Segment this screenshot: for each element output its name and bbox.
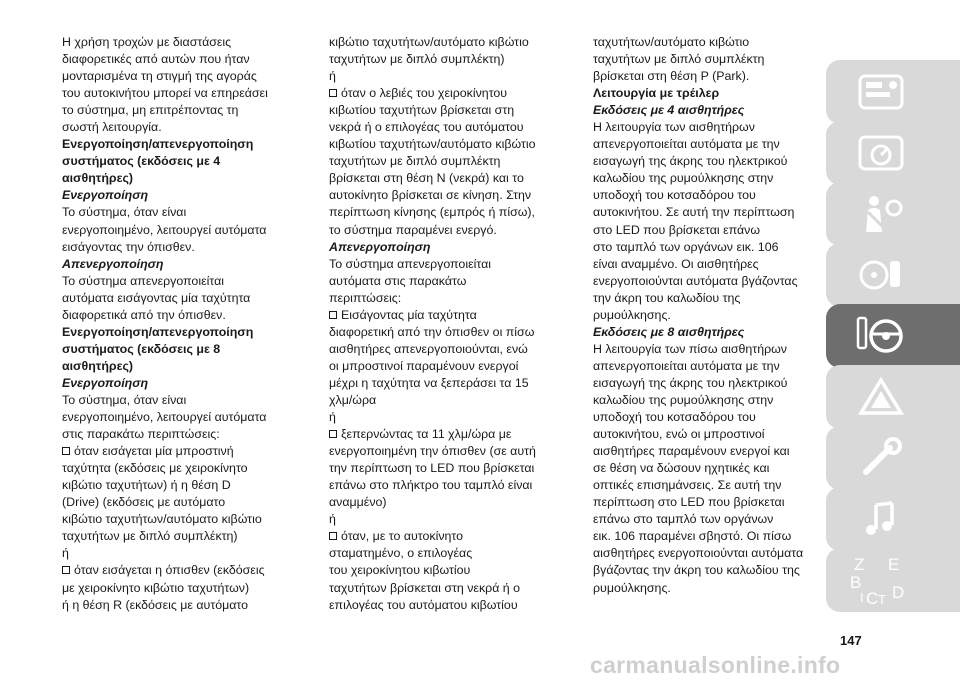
line-text: ή: [329, 410, 336, 425]
body-line: [62, 51, 302, 68]
checkbox-bullet-icon: [329, 311, 337, 319]
body-line: [593, 187, 833, 204]
index-letter: C: [866, 589, 879, 608]
body-line: [593, 443, 833, 460]
body-line: [593, 580, 833, 597]
subsection-heading: [62, 187, 302, 204]
body-line: [62, 222, 302, 239]
line-text: περίπτωση κίνησης (εμπρός ή πίσω),: [329, 205, 536, 220]
line-text: αισθητήρες απενεργοποιούνται, ενώ: [329, 341, 528, 356]
body-line: [62, 494, 302, 511]
line-text: περιπτώσεις:: [329, 290, 402, 305]
subsection-heading: [62, 375, 302, 392]
line-text: ή η θέση R (εκδόσεις με αυτόματο: [62, 597, 249, 612]
line-text: περίπτωση στο LED που βρίσκεται: [593, 495, 785, 510]
line-text: Η χρήση τροχών με διαστάσεις: [62, 35, 232, 49]
body-line: [329, 273, 569, 290]
body-line: [62, 477, 302, 494]
body-line: [62, 545, 302, 562]
body-line: [62, 528, 302, 545]
alphabet-index-icon: [848, 552, 908, 608]
body-line: [593, 204, 833, 221]
line-text: στο LED που βρίσκεται επάνω: [593, 222, 761, 237]
section-heading: [62, 324, 302, 341]
line-text: διαφορετικά από την όπισθεν.: [62, 307, 226, 322]
line-text: χλμ/ώρα: [329, 392, 377, 407]
line-text: Ενεργοποίηση/απενεργοποίηση: [62, 324, 254, 339]
service-wrench-icon: [856, 436, 906, 480]
line-text: υποδοχή του κοτσαδόρου του: [593, 188, 756, 203]
body-line: [593, 290, 833, 307]
line-text: ταχυτήτων με διπλό συμπλέκτη): [329, 52, 505, 67]
body-line: [329, 51, 569, 68]
line-text: αισθητήρες παραμένουν ενεργοί και: [593, 444, 790, 459]
line-text: ή: [329, 512, 336, 527]
line-text: αισθητήρες): [62, 358, 134, 373]
body-line: [62, 597, 302, 614]
body-line: [593, 460, 833, 477]
body-line: [62, 460, 302, 477]
line-text: κιβωτίου ταχυτήτων βρίσκεται στη: [329, 103, 515, 118]
body-line: [593, 562, 833, 579]
tab-emergency[interactable]: [826, 365, 960, 429]
tab-multimedia[interactable]: [826, 487, 960, 551]
body-line: [329, 204, 569, 221]
body-line: [593, 511, 833, 528]
bullet-item: [329, 85, 569, 102]
body-line: [329, 119, 569, 136]
line-text: ενεργοποιημένο, λειτουργεί αυτόματα: [62, 410, 267, 425]
body-line: [329, 494, 569, 511]
line-text: Το σύστημα απενεργοποιείται: [329, 256, 491, 271]
line-text: μονταρισμένα τη στιγμή της αγοράς: [62, 69, 257, 84]
line-text: καλωδίου της ρυμούλκησης στην: [593, 392, 774, 407]
bullet-item: [62, 443, 302, 460]
gauge-icon: [856, 131, 906, 175]
line-text: καλωδίου της ρυμούλκησης στην: [593, 171, 774, 186]
tab-gauges[interactable]: [826, 121, 960, 185]
line-text: Ενεργοποίηση: [62, 375, 149, 390]
line-text: Εκδόσεις με 8 αισθητήρες: [593, 324, 745, 339]
line-text: εισαγωγή της άκρης του ηλεκτρικού: [593, 375, 788, 390]
body-line: [62, 290, 302, 307]
line-text: Απενεργοποίηση: [62, 256, 164, 271]
line-text: ενεργοποιούνται αυτόματα βγάζοντας: [593, 273, 798, 288]
text-column-3: [593, 34, 833, 597]
line-text: εισαγωγή της άκρης του ηλεκτρικού: [593, 154, 788, 169]
line-text: αυτόματα στις παρακάτω: [329, 273, 467, 288]
line-text: Λειτουργία με τρέιλερ: [593, 86, 720, 101]
page-number: 147: [840, 633, 862, 648]
body-line: [329, 170, 569, 187]
line-text: Το σύστημα, όταν είναι: [62, 205, 187, 220]
line-text: όταν εισάγεται η όπισθεν (εκδόσεις: [74, 563, 265, 578]
line-text: αισθητήρες ενεργοποιούνται αυτόματα: [593, 546, 804, 561]
body-line: [329, 597, 569, 614]
subsection-heading: [593, 324, 833, 341]
line-text: οπτικές επισημάνσεις. Σε αυτή την: [593, 478, 782, 493]
body-line: [62, 85, 302, 102]
line-text: νεκρά ή ο επιλογέας του αυτόματου: [329, 120, 524, 135]
line-text: με χειροκίνητο κιβώτιο ταχυτήτων): [62, 580, 250, 595]
body-line: [593, 528, 833, 545]
tab-maintenance[interactable]: [826, 426, 960, 490]
subsection-heading: [62, 256, 302, 273]
index-letter: E: [888, 555, 900, 574]
body-line: [62, 392, 302, 409]
text-column-1: [62, 34, 302, 614]
body-line: [593, 392, 833, 409]
body-line: [593, 222, 833, 239]
line-text: (Drive) (εκδόσεις με αυτόματο: [62, 495, 226, 510]
line-text: σωστή λειτουργία.: [62, 120, 162, 135]
line-text: του χειροκίνητου κιβωτίου: [329, 563, 471, 578]
line-text: υποδοχή του κοτσαδόρου του: [593, 410, 756, 425]
line-text: Ενεργοποίηση: [62, 188, 149, 203]
line-text: Απενεργοποίηση: [329, 239, 431, 254]
line-text: ταχυτήτων με διπλό συμπλέκτη: [329, 154, 501, 169]
body-line: [62, 204, 302, 221]
body-line: [593, 51, 833, 68]
body-line: [62, 34, 302, 51]
body-line: [593, 170, 833, 187]
line-text: ταχυτήτων με διπλό συμπλέκτη: [593, 52, 765, 67]
seatbelt-safety-icon: [856, 192, 906, 236]
line-text: αυτοκινήτου. Σε αυτή την περίπτωση: [593, 205, 795, 220]
bullet-item: [62, 562, 302, 579]
body-line: [593, 256, 833, 273]
line-text: αυτόματα εισάγοντας μία ταχύτητα: [62, 290, 251, 305]
body-line: [593, 426, 833, 443]
index-letter: B: [850, 573, 862, 592]
checkbox-bullet-icon: [62, 447, 70, 455]
body-line: [329, 102, 569, 119]
body-line: [593, 477, 833, 494]
tab-driving[interactable]: [826, 304, 960, 368]
line-text: κιβώτιο ταχυτήτων/αυτόματο κιβώτιο: [62, 512, 262, 527]
line-text: επιλογέας του αυτόματου κιβωτίου: [329, 597, 518, 612]
tab-starting[interactable]: [826, 243, 960, 307]
body-line: [329, 187, 569, 204]
line-text: Η λειτουργία των πίσω αισθητήρων: [593, 341, 787, 356]
line-text: σταματημένο, ο επιλογέας: [329, 546, 473, 561]
line-text: Εκδόσεις με 4 αισθητήρες: [593, 103, 745, 118]
line-text: την περίπτωση το LED που βρίσκεται: [329, 461, 535, 476]
line-text: ρυμούλκησης.: [593, 307, 671, 322]
section-heading: [62, 358, 302, 375]
line-text: όταν εισάγεται μία μπροστινή: [74, 444, 234, 459]
index-letter: I: [860, 590, 864, 605]
section-heading: [62, 153, 302, 170]
body-line: [593, 375, 833, 392]
line-text: όταν, με το αυτοκίνητο: [341, 529, 464, 544]
line-text: ή: [62, 546, 69, 561]
line-text: σε θέση να δώσουν ηχητικές και: [593, 461, 770, 476]
subsection-heading: [593, 102, 833, 119]
tab-safety[interactable]: [826, 182, 960, 246]
body-line: [329, 562, 569, 579]
line-text: διαφορετικές από αυτών που ήταν: [62, 52, 250, 67]
body-line: [593, 273, 833, 290]
body-line: [62, 102, 302, 119]
body-line: [329, 580, 569, 597]
line-text: Ενεργοποίηση/απενεργοποίηση: [62, 137, 254, 152]
line-text: κιβώτιο ταχυτήτων/αυτόματο κιβώτιο: [329, 35, 529, 49]
body-line: [329, 222, 569, 239]
bullet-item: [329, 307, 569, 324]
line-text: επάνω στο ταμπλό των οργάνων: [593, 512, 774, 527]
subsection-heading: [329, 239, 569, 256]
section-heading: [62, 170, 302, 187]
line-text: αυτοκίνητο βρίσκεται σε κίνηση. Στην: [329, 188, 532, 203]
body-line: [62, 580, 302, 597]
index-letter: T: [878, 592, 886, 607]
line-text: αυτοκινήτου, ενώ οι μπροστινοί: [593, 427, 765, 442]
line-text: την άκρη του καλωδίου της: [593, 290, 741, 305]
line-text: μέχρι η ταχύτητα να ξεπεράσει τα 15: [329, 375, 529, 390]
body-line: [593, 409, 833, 426]
music-note-icon: [856, 497, 906, 541]
body-line: [329, 68, 569, 85]
body-line: [62, 409, 302, 426]
steering-wheel-key-icon: [856, 253, 906, 297]
body-line: [593, 494, 833, 511]
body-line: [329, 409, 569, 426]
checkbox-bullet-icon: [62, 566, 70, 574]
warning-triangle-icon: [856, 375, 906, 419]
watermark: carmanualsonline.info: [590, 652, 841, 678]
car-dashboard-icon: [856, 70, 906, 114]
body-line: [593, 341, 833, 358]
body-line: [329, 341, 569, 358]
line-text: στο ταμπλό των οργάνων εικ. 106: [593, 239, 779, 254]
section-heading: [62, 341, 302, 358]
body-line: [329, 290, 569, 307]
line-text: ρυμούλκησης.: [593, 580, 671, 595]
line-text: βρίσκεται στη θέση N (νεκρά) και το: [329, 171, 524, 186]
line-text: βρίσκεται στη θέση P (Park).: [593, 69, 750, 84]
line-text: κιβωτίου ταχυτήτων/αυτόματο κιβώτιο: [329, 137, 536, 152]
body-line: [62, 273, 302, 290]
line-text: ταχύτητα (εκδόσεις με χειροκίνητο: [62, 461, 248, 476]
line-text: ταχυτήτων/αυτόματο κιβώτιο: [593, 35, 750, 49]
body-line: [593, 545, 833, 562]
index-letter: Z: [854, 555, 865, 574]
line-text: του αυτοκινήτου μπορεί να επηρεάσει: [62, 86, 268, 101]
line-text: επάνω στο πλήκτρο του ταμπλό είναι: [329, 478, 533, 493]
line-text: το σύστημα, μη επιτρέποντας τη: [62, 103, 239, 118]
tab-dashboard[interactable]: [826, 60, 960, 124]
body-line: [329, 477, 569, 494]
line-text: είναι αναμμένο. Οι αισθητήρες: [593, 256, 759, 271]
line-text: απενεργοποιείται αυτόματα με την: [593, 358, 780, 373]
line-text: το σύστημα παραμένει ενεργό.: [329, 222, 497, 237]
body-line: [62, 511, 302, 528]
body-line: [329, 511, 569, 528]
steering-wheel-icon: [856, 314, 906, 358]
text-column-2: [329, 34, 569, 614]
line-text: Εισάγοντας μία ταχύτητα: [341, 307, 477, 322]
body-line: [593, 136, 833, 153]
line-text: Το σύστημα, όταν είναι: [62, 392, 187, 407]
line-text: Η λειτουργία των αισθητήρων: [593, 120, 755, 135]
checkbox-bullet-icon: [329, 89, 337, 97]
body-line: [329, 358, 569, 375]
body-line: [329, 460, 569, 477]
body-line: [593, 153, 833, 170]
body-line: [329, 34, 569, 51]
body-line: [329, 324, 569, 341]
body-line: [593, 119, 833, 136]
body-line: [329, 136, 569, 153]
chapter-sidebar: [826, 60, 960, 615]
body-line: [62, 426, 302, 443]
line-text: ενεργοποιημένο, λειτουργεί αυτόματα: [62, 222, 267, 237]
body-line: [593, 34, 833, 51]
body-line: [593, 307, 833, 324]
line-text: εισάγοντας την όπισθεν.: [62, 239, 195, 254]
line-text: συστήματος (εκδόσεις με 8: [62, 341, 221, 356]
checkbox-bullet-icon: [329, 532, 337, 540]
body-line: [62, 68, 302, 85]
body-line: [329, 443, 569, 460]
body-line: [62, 239, 302, 256]
line-text: ενεργοποιημένη την όπισθεν (σε αυτή: [329, 444, 536, 459]
line-text: οι μπροστινοί παραμένουν ενεργοί: [329, 358, 519, 373]
line-text: κιβώτιο ταχυτήτων) ή η θέση D: [62, 478, 231, 493]
line-text: ξεπερνώντας τα 11 χλμ/ώρα με: [341, 427, 512, 442]
body-line: [593, 239, 833, 256]
line-text: διαφορετική από την όπισθεν οι πίσω: [329, 324, 535, 339]
line-text: εικ. 106 παραμένει σβηστό. Οι πίσω: [593, 529, 792, 544]
body-line: [329, 256, 569, 273]
bullet-item: [329, 426, 569, 443]
line-text: αισθητήρες): [62, 171, 134, 186]
body-line: [329, 153, 569, 170]
line-text: όταν ο λεβιές του χειροκίνητου: [341, 86, 508, 101]
body-line: [329, 545, 569, 562]
body-line: [329, 392, 569, 409]
line-text: απενεργοποιείται αυτόματα με την: [593, 137, 780, 152]
bullet-item: [329, 528, 569, 545]
body-line: [593, 68, 833, 85]
line-text: ή: [329, 69, 336, 84]
line-text: ταχυτήτων με διπλό συμπλέκτη): [62, 529, 238, 544]
section-heading: [62, 136, 302, 153]
line-text: στις παρακάτω περιπτώσεις:: [62, 427, 220, 442]
section-heading: [593, 85, 833, 102]
body-line: [62, 307, 302, 324]
line-text: βγάζοντας την άκρη του καλωδίου της: [593, 563, 800, 578]
checkbox-bullet-icon: [329, 430, 337, 438]
body-line: [593, 358, 833, 375]
line-text: αναμμένο): [329, 495, 387, 510]
line-text: ταχυτήτων βρίσκεται στη νεκρά ή ο: [329, 580, 521, 595]
body-line: [329, 375, 569, 392]
index-letter: D: [892, 583, 905, 602]
line-text: Το σύστημα απενεργοποιείται: [62, 273, 224, 288]
body-line: [62, 119, 302, 136]
line-text: συστήματος (εκδόσεις με 4: [62, 154, 221, 169]
tab-index[interactable]: [826, 548, 960, 612]
